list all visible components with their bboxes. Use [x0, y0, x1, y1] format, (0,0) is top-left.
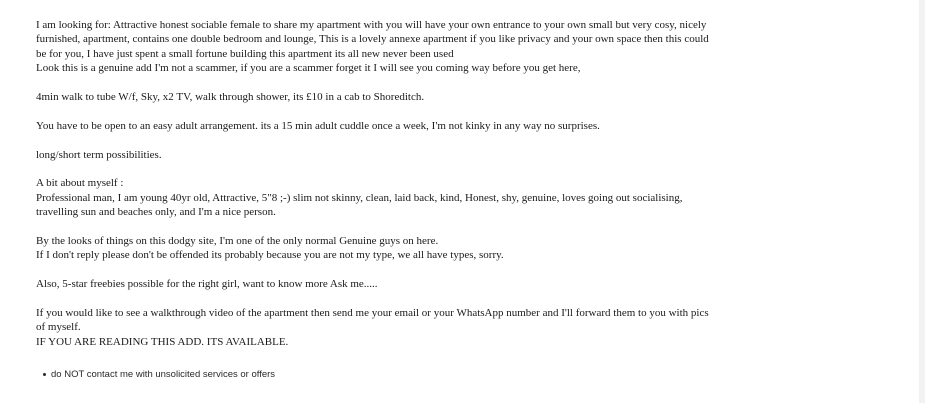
- ad-paragraph-arrangement: [36, 119, 751, 133]
- bullet-icon: [43, 373, 46, 376]
- ad-line: A bit about myself :: [36, 177, 124, 190]
- ad-line: If you would like to see a walkthrough video of the apartment then send me your email or your WhatsApp number and I'll forward them to you with pics: [36, 307, 709, 320]
- ad-line: furnished, apartment, contains one double bedroom and lounge, This is a lovely annexe apartment if you like privacy and your own space then this could: [36, 33, 709, 46]
- list-item: [36, 368, 275, 381]
- ad-line: long/short term possibilities.: [36, 148, 162, 161]
- ad-paragraph-location: [36, 90, 751, 104]
- ad-paragraph-intro: [36, 18, 751, 76]
- ad-paragraph-about: [36, 176, 751, 219]
- ad-line: If I don't reply please don't be offended its probably because you are not my type, we all have types, sorry.: [36, 249, 504, 262]
- ad-line: By the looks of things on this dodgy site, I'm one of the only normal Genuine guys on here.: [36, 235, 439, 248]
- ad-line: 4min walk to tube W/f, Sky, x2 TV, walk through shower, its £10 in a cab to Shoreditch.: [36, 91, 425, 104]
- ad-line: You have to be open to an easy adult arrangement. its a 15 min adult cuddle once a week, I'm not kinky in any way no surprises.: [36, 119, 600, 132]
- ad-notes-list: [36, 368, 275, 381]
- ad-line: Also, 5-star freebies possible for the right girl, want to know more Ask me.....: [36, 278, 378, 291]
- ad-paragraph-site: [36, 234, 751, 263]
- page-edge-divider: [919, 0, 925, 403]
- ad-line: Look this is a genuine add I'm not a scammer, if you are a scammer forget it I will see you coming way before you get here,: [36, 62, 581, 75]
- ad-paragraph-term: [36, 148, 751, 162]
- ad-line: of myself.: [36, 321, 81, 334]
- ad-line: IF YOU ARE READING THIS ADD. ITS AVAILABLE.: [36, 335, 289, 348]
- ad-paragraph-freebies: [36, 277, 751, 291]
- ad-line: travelling sun and beaches only, and I'm a nice person.: [36, 206, 276, 219]
- ad-paragraph-video: [36, 306, 751, 349]
- ad-line: I am looking for: Attractive honest sociable female to share my apartment with you will have your own entrance to your own small but very cosy, nicely: [36, 19, 707, 31]
- ad-description: [36, 18, 751, 349]
- ad-line: Professional man, I am young 40yr old, Attractive, 5"8 ;-) slim not skinny, clean, laid back, kind, Honest, shy, genuine, loves going out socialising,: [36, 191, 683, 204]
- note-text: do NOT contact me with unsolicited services or offers: [51, 369, 276, 380]
- ad-line: be for you, I have just spent a small fortune building this apartment its all new never been used: [36, 47, 454, 60]
